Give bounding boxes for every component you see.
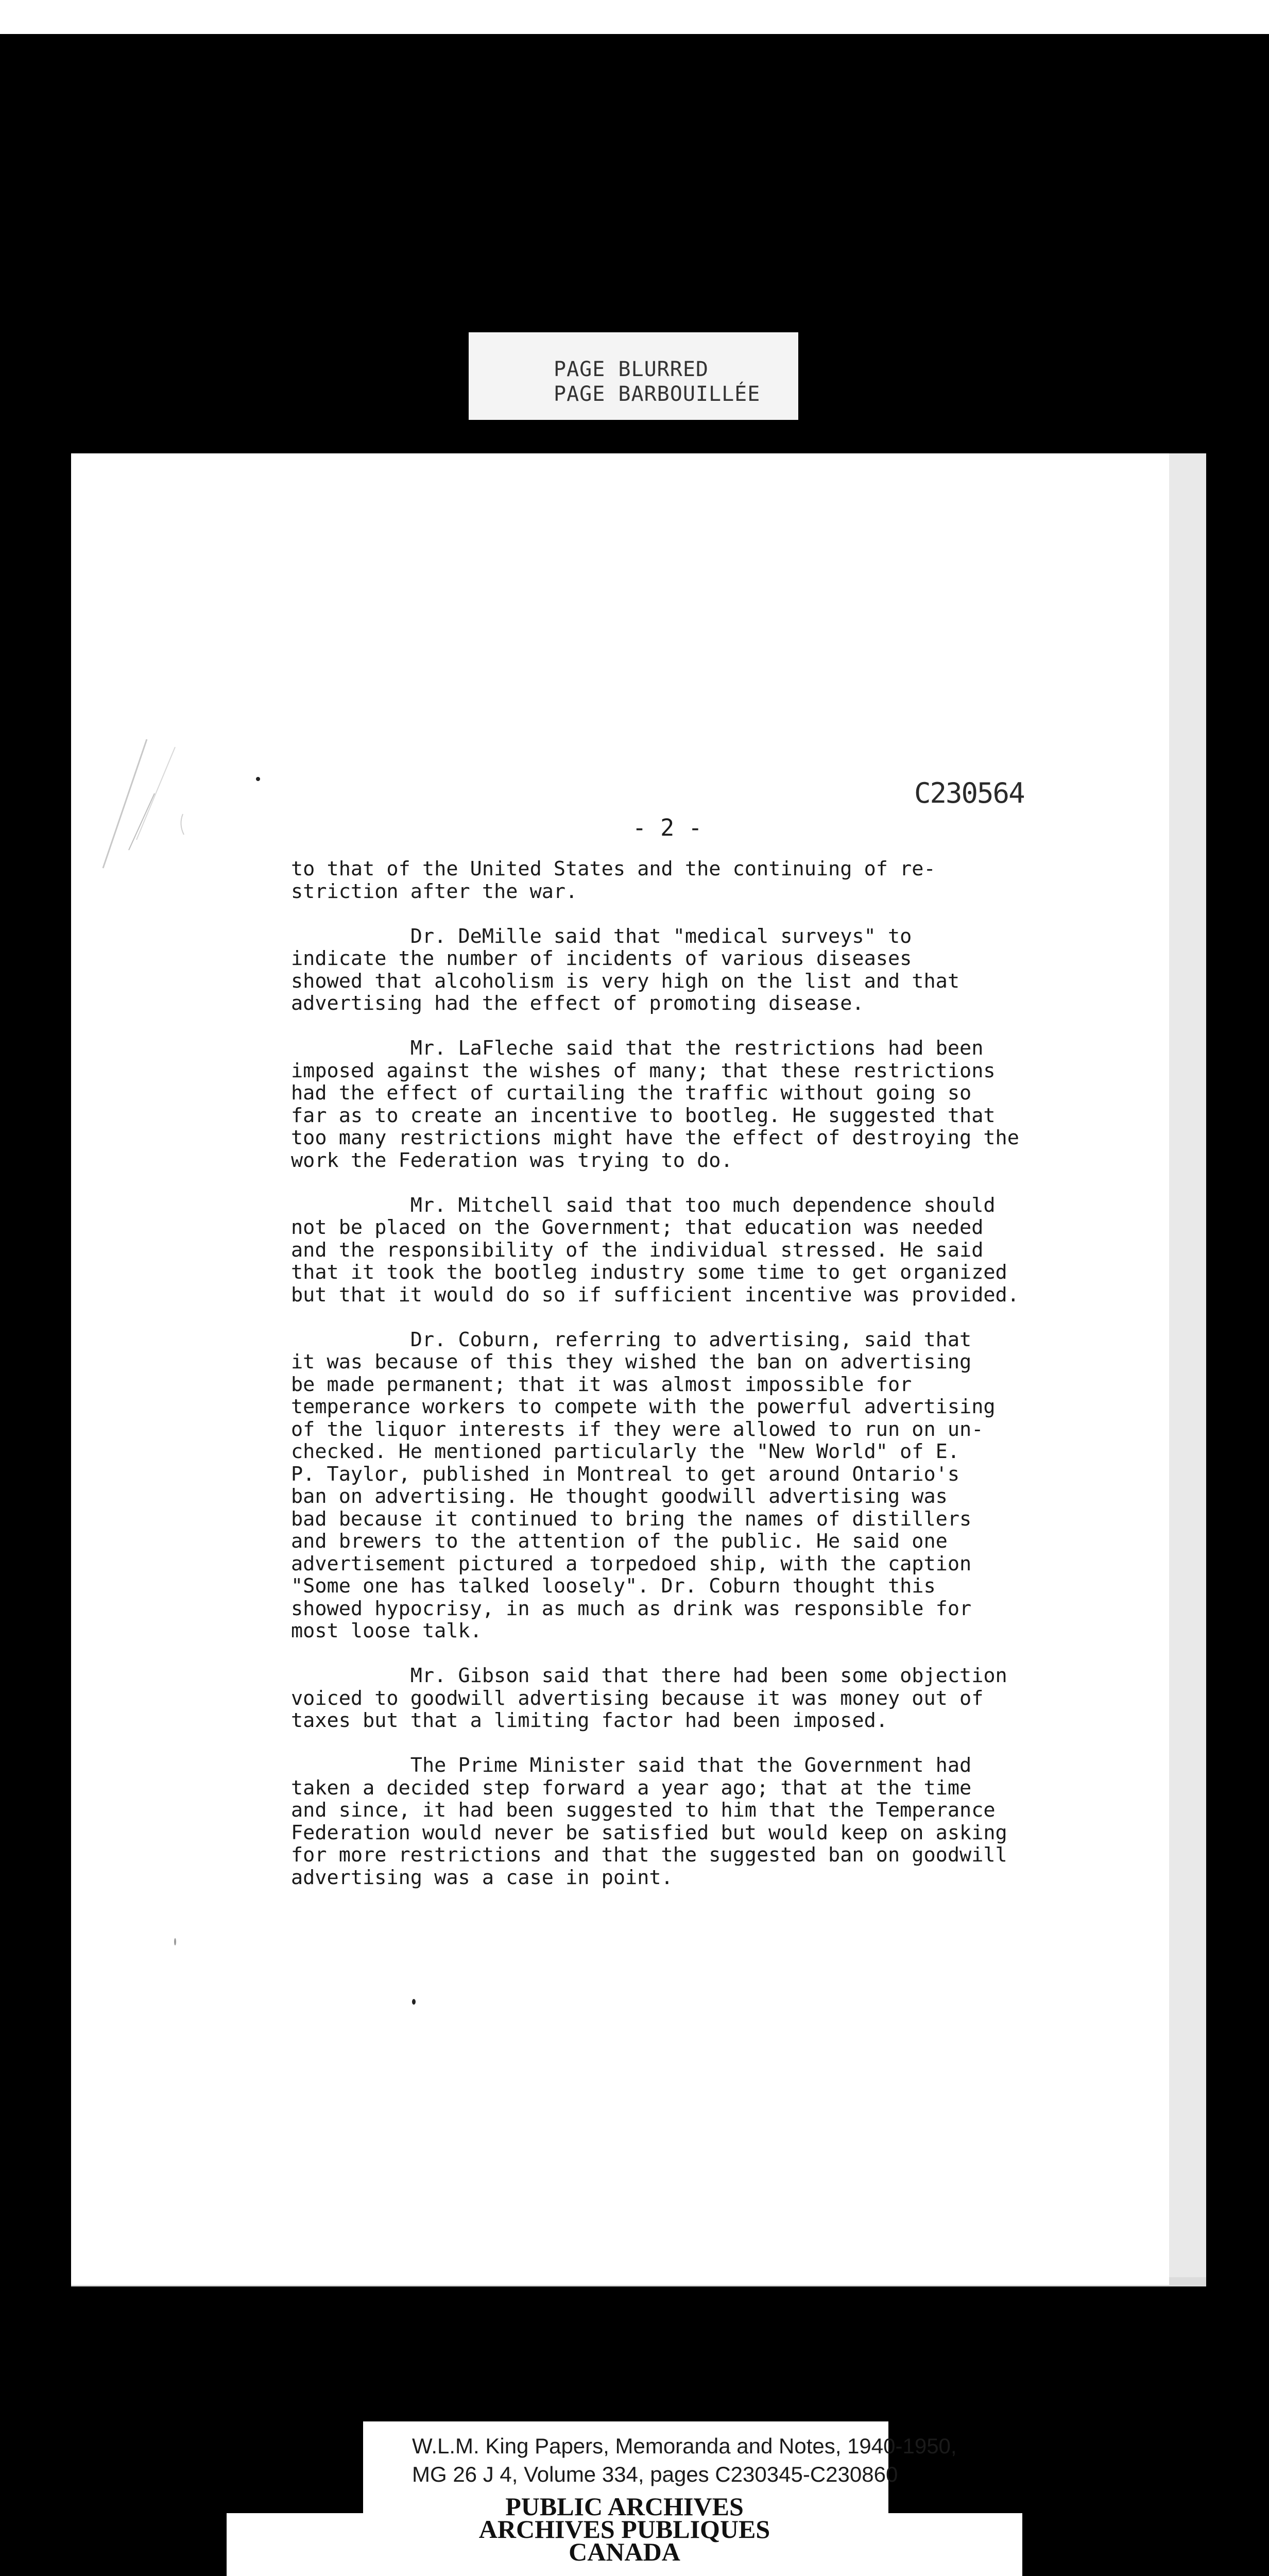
paragraph-mitchell: Mr. Mitchell said that too much dependence should not be placed on the Government; that education was needed and the responsibility of the individual stressed. He said that it took the bootleg industry some time to get organized but that it would do so if sufficient incentive was provided. [291, 1193, 1019, 1307]
memo-body [291, 858, 1094, 1911]
sheet-edge-shadow [1169, 453, 1206, 2285]
archives-line-1: PUBLIC ARCHIVES [505, 2492, 744, 2521]
archive-citation [412, 2432, 1056, 2488]
blurred-label-line-1: PAGE BLURRED [554, 358, 709, 381]
page-blurred-label [469, 332, 798, 420]
paragraph-prime-minister: The Prime Minister said that the Government had taken a decided step forward a year ago; that at the time and since, it had been suggested to him that the Temperance Federation would never be satisfied but would keep on asking for more restrictions and that the suggested ban on goodwill advertising was a case in point. [291, 1754, 1007, 1889]
page-number: - 2 - [632, 814, 702, 841]
paragraph-demille: Dr. DeMille said that "medical surveys" to indicate the number of incidents of various diseases showed that alcoholism is very high on the list and that advertising had the effect of promoting disease. [291, 924, 960, 1015]
paper-speck [412, 1999, 416, 2005]
paper-fold-mark [98, 737, 185, 871]
paper-speck [174, 1938, 176, 1945]
blurred-label-line-2: PAGE BARBOUILLÉE [554, 382, 761, 406]
paragraph-continuation: to that of the United States and the continuing of re- striction after the war. [291, 857, 936, 903]
citation-line-1: W.L.M. King Papers, Memoranda and Notes, 1940-1950, [412, 2434, 957, 2458]
paragraph-gibson: Mr. Gibson said that there had been some objection voiced to goodwill advertising because it was money out of taxes but that a limiting factor had been imposed. [291, 1664, 1007, 1732]
document-number: C230564 [914, 777, 1024, 809]
public-archives-stamp [234, 2492, 1015, 2566]
citation-line-2: MG 26 J 4, Volume 334, pages C230345-C230860 [412, 2462, 898, 2486]
top-film-edge [0, 0, 1269, 34]
archives-line-2: ARCHIVES PUBLIQUES [478, 2515, 770, 2544]
paper-speck [256, 777, 260, 781]
paragraph-lafleche: Mr. LaFleche said that the restrictions had been imposed against the wishes of many; that these restrictions had the effect of curtailing the traffic without going so far as to create an incentive to bootleg. He suggested that too many restrictions might have the effect of destroying the work the Federation was trying to do. [291, 1037, 1019, 1172]
paragraph-coburn: Dr. Coburn, referring to advertising, said that it was because of this they wished the ban on advertising be made permanent; that it was almost impossible for temperance workers to compete with the powerful advertising of the liquor interests if they were allowed to run on un- checked. He mentioned particularly the "New World" of E. P. Taylor, published in Montreal to get around Ontario's ban on advertising. He thought goodwill advertising was bad because it continued to bring the names of distillers and brewers to the attention of the public. He said one advertisement pictured a torpedoed ship, with the caption "Some one has talked loosely". Dr. Coburn thought this showed hypocrisy, in as much as drink was responsible for most loose talk. [291, 1328, 996, 1642]
archives-line-3: CANADA [569, 2537, 680, 2566]
